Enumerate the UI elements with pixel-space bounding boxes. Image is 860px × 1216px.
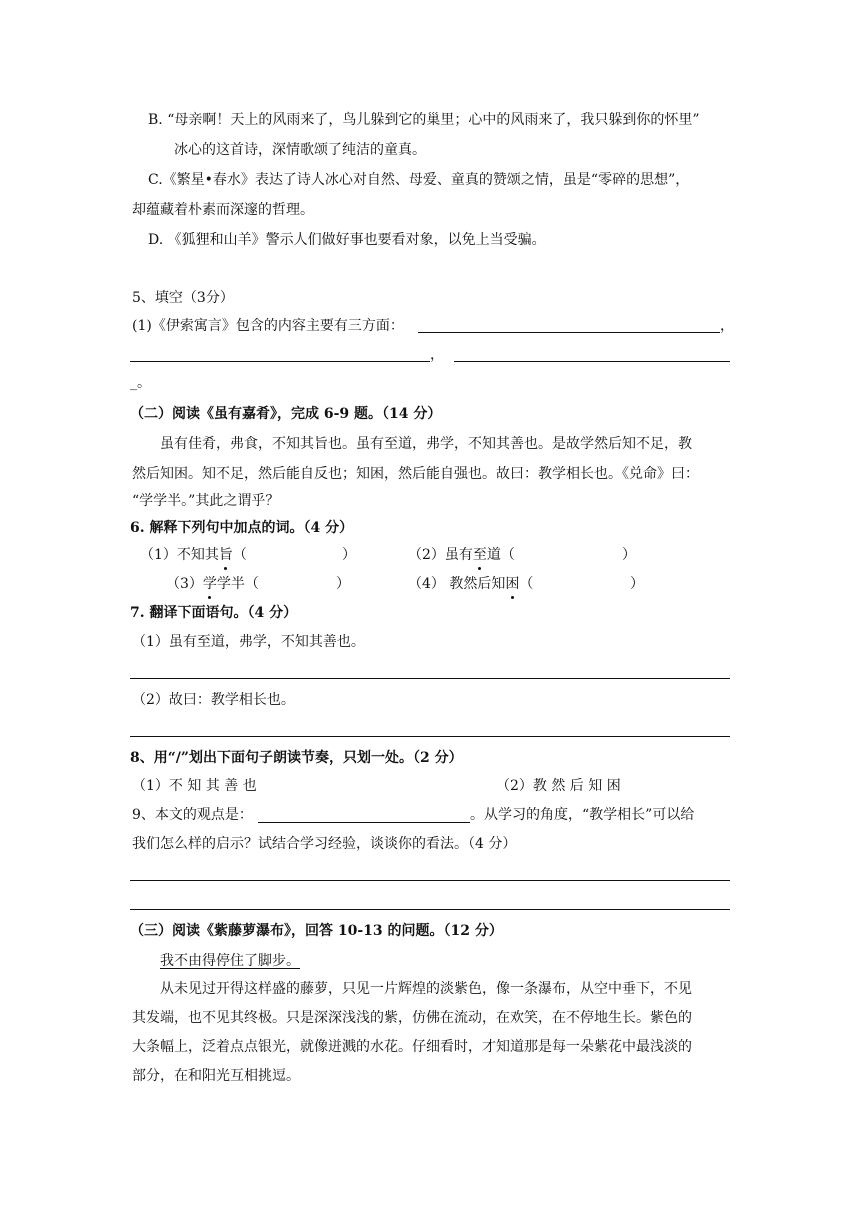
section3-paragraph-line4: 部分，在和阳光互相挑逗。 [132,1068,300,1084]
q6-item-1-open-paren: （ [232,547,247,563]
section3-paragraph-line1: 从未见过开得这样盛的藤萝，只见一片辉煌的淡紫色，像一条瀑布，从空中垂下，不见 [160,981,692,997]
section2-paragraph-line1: 虽有佳肴，弗食，不知其旨也。虽有至道，弗学，不知其善也。是故学然后知不足，教 [160,436,692,452]
q6-item-4-open-paren: （ [519,576,534,592]
q6-item-3-open-paren: 学半（ [216,576,259,592]
section3-heading: （三）阅读《紫藤萝瀑布》，回答 10-13 的问题。（12 分） [130,923,503,939]
q8-sentence-1: （1）不 知 其 善 也 [132,778,257,794]
q6-item-2-open-paren: 道（ [486,547,515,563]
q5-answer-blank-2[interactable] [130,361,430,362]
section3-underlined-sentence: 我不由得停住了脚步。 [160,953,300,969]
q6-item-1 [140,545,247,565]
q9-viewpoint-blank[interactable] [258,822,470,823]
q7-answer-line-1[interactable] [130,678,730,679]
q6-item-1-text: （1）不知其 [140,547,219,563]
q6-item-1-close: ） [342,547,356,563]
q9-prompt-continued: 。从学习的角度，“教学相长”可以给 [470,807,695,823]
section3-paragraph-line3: 大条幅上，泛着点点银光，就像迸溅的水花。仔细看时，才知道那是每一朵紫花中最浅淡的 [132,1039,692,1055]
q9-prompt-line2: 我们怎么样的启示？试结合学习经验，谈谈你的看法。（4 分） [132,836,517,852]
q6-item-1-dotted-word: 旨 [218,547,233,563]
q5-title: 5、填空（3分） [132,290,234,306]
q7-answer-line-2[interactable] [130,736,730,737]
q6-item-4 [408,574,533,594]
q7-title: 7. 翻译下面语句。（4 分） [130,605,298,621]
section3-paragraph-line2: 其发端，也不见其终极。只是深深浅浅的紫，仿佛在流动，在欢笑，在不停地生长。紫色的 [132,1010,692,1026]
q6-item-2-close: ） [622,547,636,563]
q9-answer-line-2[interactable] [130,909,730,910]
q7-sentence-1: （1）虽有至道，弗学，不知其善也。 [132,634,365,650]
q9-prompt: 9、本文的观点是： [132,807,253,823]
q5-line1: (1)《伊索寓言》包含的内容主要有三方面： [132,318,404,334]
option-c-line1: C.《繁星•春水》表达了诗人冰心对自然、母爱、童真的赞颂之情，虽是“零碎的思想”， [148,172,690,188]
option-d-line1: D. 《狐狸和山羊》警示人们做好事也要看对象，以免上当受骗。 [148,232,546,248]
q5-answer-blank-1[interactable] [418,332,720,333]
q6-item-2-text: （2）虽有 [408,547,473,563]
section2-paragraph-line3: “学学半。”其此之谓乎？ [132,493,280,509]
q6-title: 6. 解释下列句中加点的词。（4 分） [130,520,354,536]
q7-sentence-2: （2）故曰：教学相长也。 [132,692,295,708]
q6-item-4-text: （4） 教然后知 [408,576,506,592]
q8-title: 8、用“/”划出下面句子朗读节奏，只划一处。（2 分） [130,750,463,766]
q9-answer-line-1[interactable] [130,880,730,881]
q6-item-2 [408,545,515,565]
q5-comma-2: ， [430,347,444,363]
option-b-line1: B. “母亲啊！天上的风雨来了，鸟儿躲到它的巢里；心中的风雨来了，我只躲到你的怀里” [148,112,700,128]
q5-end: _。 [130,375,151,391]
q5-comma-1: ， [720,318,734,334]
q6-item-4-dotted-word: 困 [505,576,520,592]
option-c-line2: 却蕴藏着朴素而深邃的哲理。 [132,202,314,218]
section2-paragraph-line2: 然后知困。知不足，然后能自反也；知困，然后能自强也。故曰：教学相长也。《兑命》曰： [132,466,699,482]
q6-item-3-text: （3） [166,576,203,592]
q6-item-3 [166,574,259,594]
q6-item-3-close: ） [336,576,350,592]
q6-item-3-dotted-word: 学 [202,576,217,592]
q8-sentence-2: （2）教 然 后 知 困 [496,778,621,794]
q6-item-4-close: ） [630,576,644,592]
option-b-line2: 冰心的这首诗，深情歌颂了纯洁的童真。 [174,142,426,158]
section2-heading: （二）阅读《虽有嘉肴》，完成 6-9 题。（14 分） [130,406,442,422]
q5-answer-blank-3[interactable] [454,361,730,362]
q6-item-2-dotted-word: 至 [472,547,487,563]
